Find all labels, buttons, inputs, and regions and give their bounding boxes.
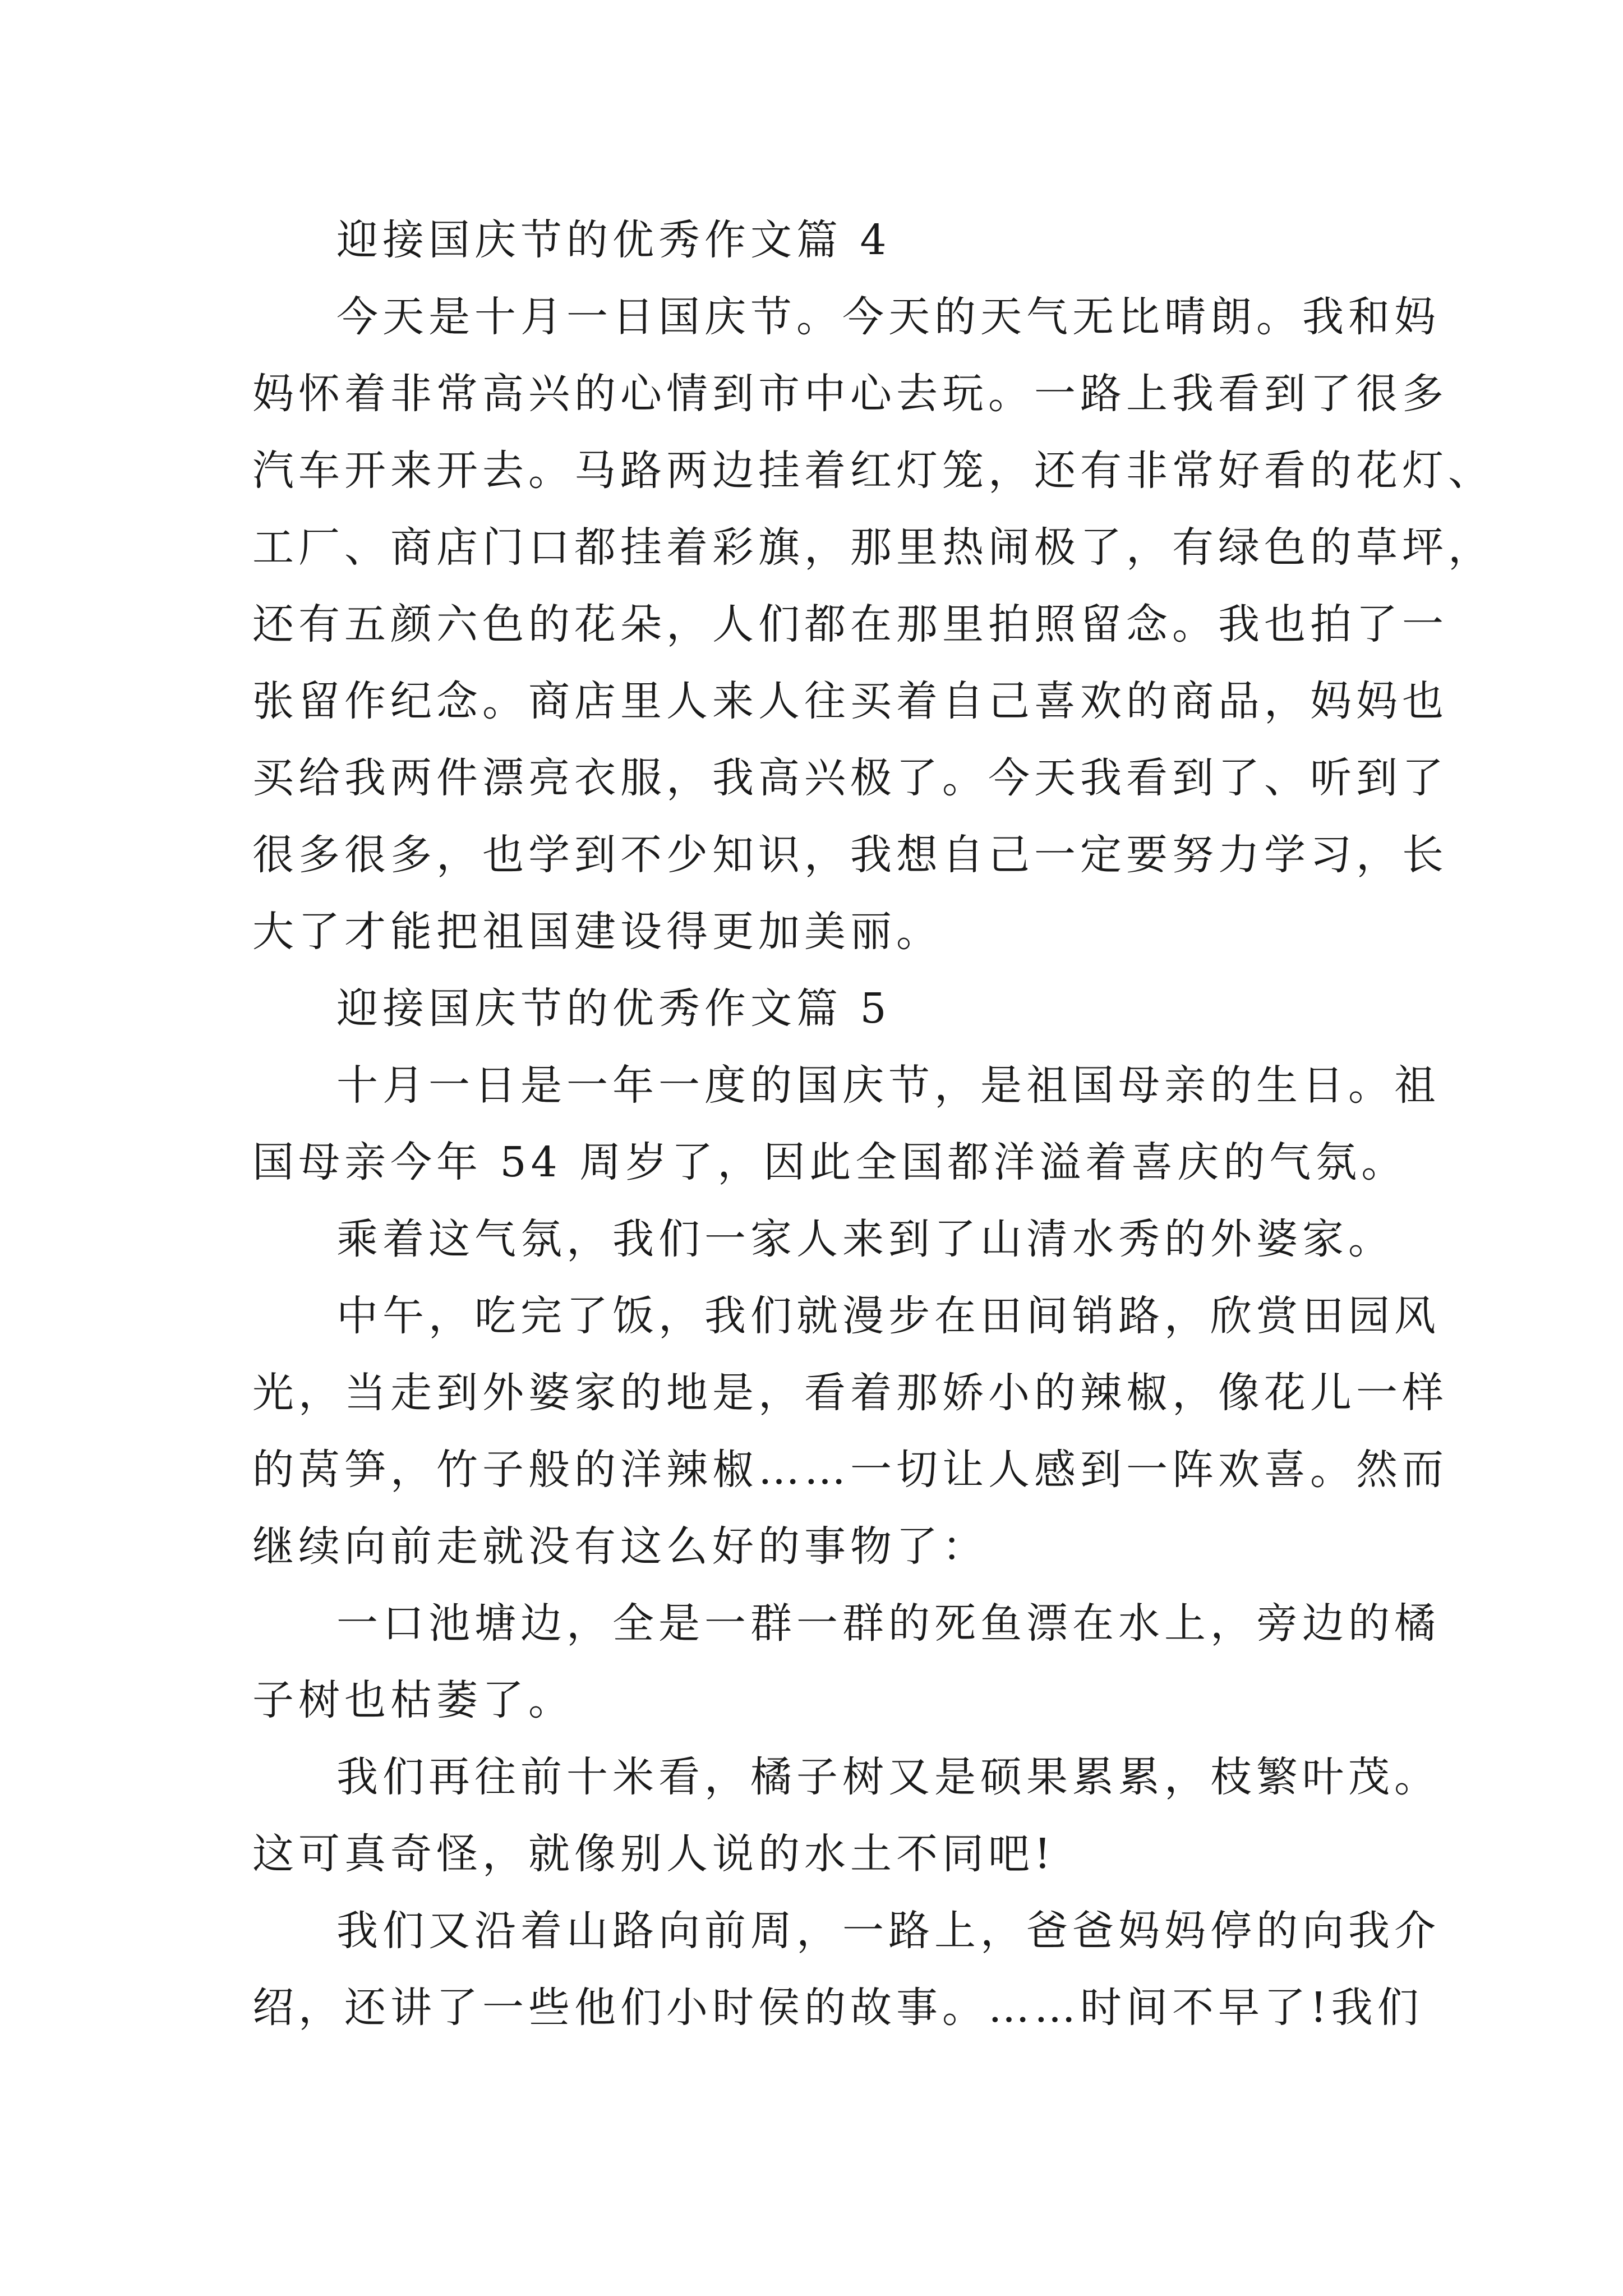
heading-essay-5: 迎接国庆节的优秀作文篇 5 [336,984,891,1033]
paragraph [252,1739,1440,1893]
paragraph-line: 中午，吃完了饭，我们就漫步在田间销路，欣赏田园风 [336,1292,1440,1340]
paragraph [252,1893,1440,2046]
paragraph [252,1047,1440,1201]
paragraph-line: 工厂、商店门口都挂着彩旗，那里热闹极了，有绿色的草坪， [252,523,1494,572]
document-page [252,202,1494,2046]
paragraph-line: 子树也枯萎了。 [252,1676,574,1724]
paragraph-line: 还有五颜六色的花朵，人们都在那里拍照留念。我也拍了一 [252,600,1448,648]
paragraph-line: 很多很多，也学到不少知识，我想自己一定要努力学习，长 [252,831,1448,879]
paragraph-line: 买给我两件漂亮衣服，我高兴极了。今天我看到了、听到了 [252,754,1448,802]
paragraph-line: 的莴笋，竹子般的洋辣椒……一切让人感到一阵欢喜。然而 [252,1446,1448,1494]
paragraph-line: 乘着这气氛，我们一家人来到了山清水秀的外婆家。 [336,1215,1394,1263]
paragraph [252,1585,1440,1739]
paragraph [252,1201,1394,1278]
paragraph-line: 我们再往前十米看，橘子树又是硕果累累，枝繁叶茂。 [336,1753,1440,1801]
paragraph-line: 大了才能把祖国建设得更加美丽。 [252,908,942,956]
paragraph-line: 绍，还讲了一些他们小时侯的故事。……时间不早了!我们 [252,1984,1423,2032]
paragraph-line: 我们又沿着山路向前周，一路上，爸爸妈妈停的向我介 [336,1907,1440,1955]
paragraph-line: 十月一日是一年一度的国庆节，是祖国母亲的生日。祖 [336,1061,1440,1110]
paragraph [252,279,1494,970]
paragraph-line: 一口池塘边，全是一群一群的死鱼漂在水上，旁边的橘 [336,1599,1440,1648]
paragraph-line: 今天是十月一日国庆节。今天的天气无比晴朗。我和妈 [336,293,1440,341]
paragraph [252,1278,1448,1585]
heading-essay-4: 迎接国庆节的优秀作文篇 4 [336,216,891,264]
paragraph-line: 汽车开来开去。马路两边挂着红灯笼，还有非常好看的花灯、 [252,447,1494,495]
paragraph-line: 继续向前走就没有这么好的事物了： [252,1522,988,1571]
paragraph-line: 这可真奇怪，就像别人说的水土不同吧! [252,1830,1055,1878]
paragraph-line: 张留作纪念。商店里人来人往买着自己喜欢的商品，妈妈也 [252,677,1448,725]
paragraph-line: 国母亲今年 54 周岁了，因此全国都洋溢着喜庆的气氛。 [252,1138,1408,1186]
paragraph-line: 妈怀着非常高兴的心情到市中心去玩。一路上我看到了很多 [252,370,1448,418]
paragraph-line: 光，当走到外婆家的地是，看着那娇小的辣椒，像花儿一样 [252,1369,1448,1417]
